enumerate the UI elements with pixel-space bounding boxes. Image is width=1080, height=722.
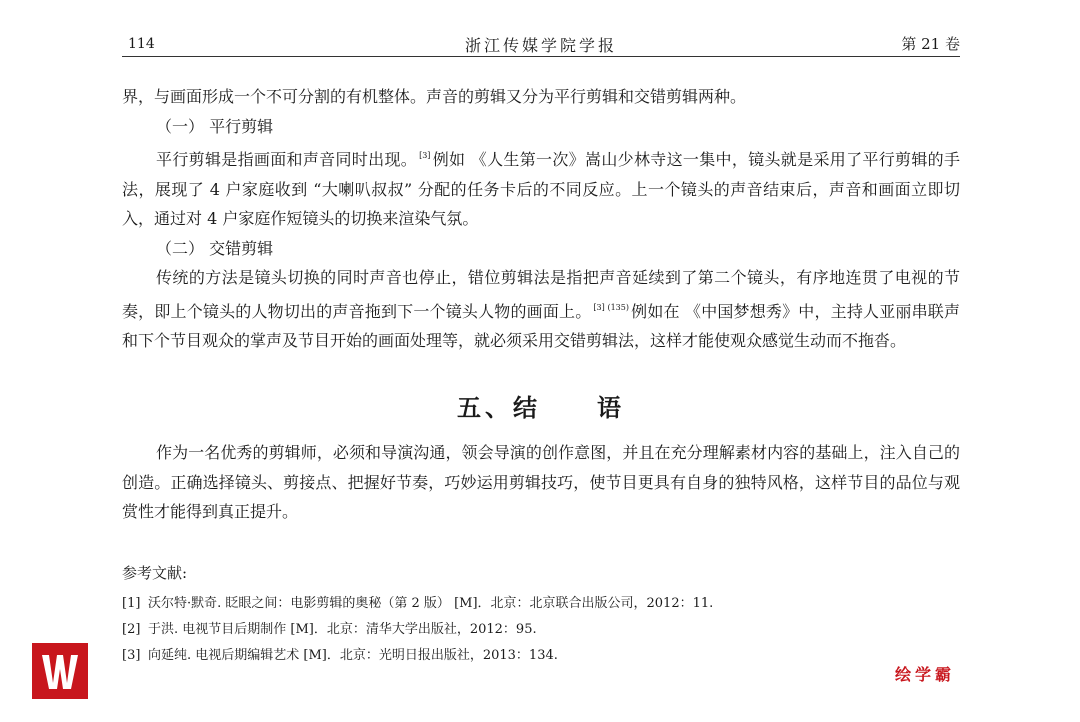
page-header [122, 30, 960, 57]
body-text [122, 82, 960, 356]
conclusion-paragraph: 作为一名优秀的剪辑师，必须和导演沟通，领会导演的创作意图，并且在充分理解素材内容的基础上，注入自己的创造。正确选择镜头、剪接点、把握好节奏，巧妙运用剪辑技巧，使节目更具有自身的独特风格，这样节目的品位与观赏性才能得到真正提升。 [122, 443, 960, 521]
paragraph-3 [122, 263, 960, 356]
subheading-cross-editing: （二） 交错剪辑 [156, 238, 274, 258]
citation-3-135: [3] (135) [593, 302, 629, 312]
subheading-parallel-editing: （一） 平行剪辑 [156, 116, 274, 136]
paragraph-2-part-a: 平行剪辑是指画面和声音同时出现。 [156, 150, 418, 169]
paragraph-2-part-b: 例如 《人生第一次》嵩山少林寺这一集中，镜头就是采用了平行剪辑的手法，展现了 4 户家庭收到 “大喇叭叔叔” 分配的任务卡后的不同反应。上一个镜头的声音结束后，声音和画面立即切入，通过对 4 户家庭作短镜头的切换来渲染气氛。 [122, 150, 960, 228]
references-title: 参考文献: [122, 564, 188, 582]
reference-item [122, 591, 960, 617]
reference-number: [3] [122, 648, 141, 663]
paragraph-3-part-b: 例如在 《中国梦想秀》中，主持人亚丽串联声和下个节目观众的掌声及节目开始的画面处理等，就必须采用交错剪辑法，这样才能使观众感觉生动而不拖沓。 [122, 301, 960, 350]
paragraph-2 [122, 141, 960, 234]
reference-text: 于洪. 电视节目后期制作 [M]．北京：清华大学出版社，2012：95. [148, 622, 537, 637]
paragraph-3-part-a: 传统的方法是镜头切换的同时声音也停止，错位剪辑法是指把声音延续到了第二个镜头，有序地连贯了电视的节奏，即上个镜头的人物切出的声音拖到下一个镜头人物的画面上。 [122, 268, 960, 321]
conclusion [122, 438, 960, 527]
reference-item [122, 643, 960, 669]
references [122, 562, 960, 669]
watermark-brand: 绘学霸 [895, 665, 956, 684]
reference-number: [1] [122, 596, 141, 611]
reference-text: 向延纯. 电视后期编辑艺术 [M]．北京：光明日报出版社，2013：134. [148, 648, 558, 663]
reference-number: [2] [122, 622, 141, 637]
volume-label: 第 21 卷 [901, 35, 960, 53]
citation-3: [3] [419, 151, 431, 160]
watermark-logo-icon [32, 643, 88, 699]
page-number: 114 [128, 36, 155, 52]
paragraph-1: 界，与画面形成一个不可分割的有机整体。声音的剪辑又分为平行剪辑和交错剪辑两种。 [122, 87, 747, 106]
section-title: 五、结 语 [457, 393, 625, 422]
reference-item [122, 617, 960, 643]
reference-text: 沃尔特·默奇. 眨眼之间：电影剪辑的奥秘（第 2 版） [M]．北京：北京联合出版公司，2012：11. [148, 596, 714, 611]
journal-title: 浙江传媒学院学报 [464, 36, 617, 55]
